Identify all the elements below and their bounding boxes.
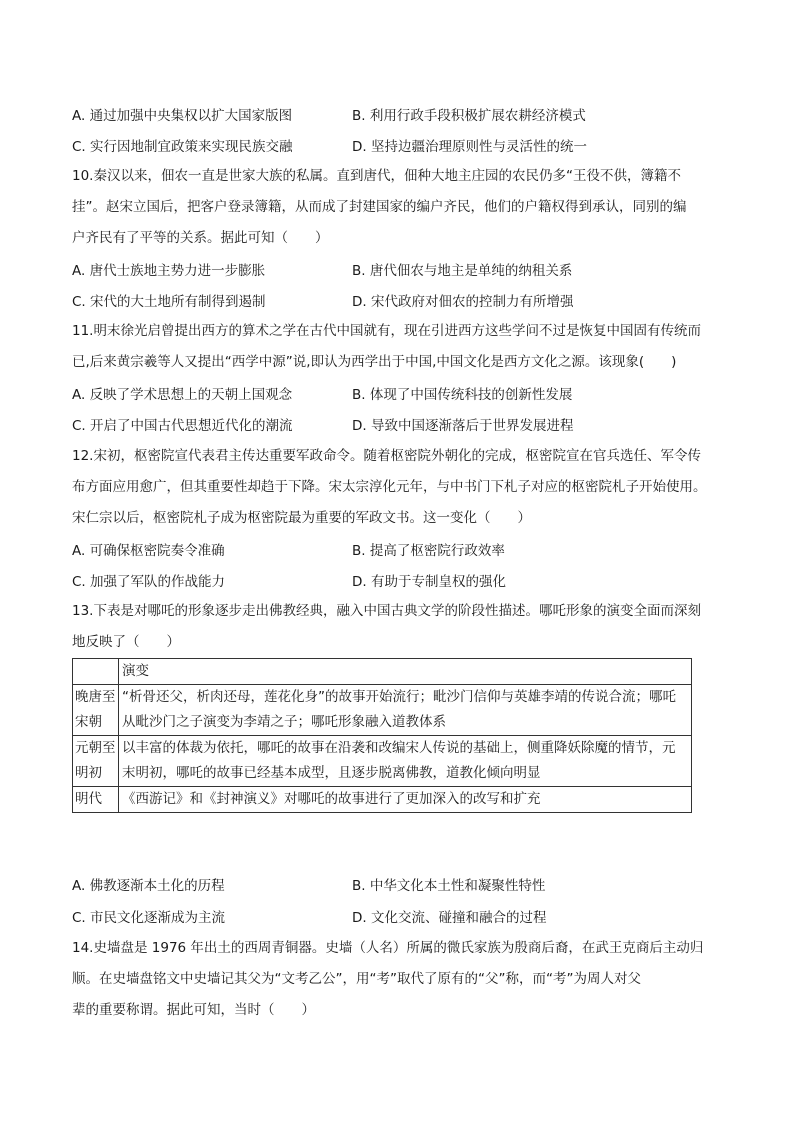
- table-row: [73, 685, 692, 736]
- q12-option-c: C. 加强了军队的作战能力: [72, 574, 226, 590]
- q13-option-c: C. 市民文化逐渐成为主流: [72, 910, 226, 926]
- q12-option-b: B. 提高了枢密院行政效率: [352, 543, 505, 559]
- q13-option-d: D. 文化交流、碰撞和融合的过程: [352, 910, 547, 926]
- q12-stem-line-2: 布方面应用愈广，但其重要性却趋于下降。宋太宗淳化元年，与中书门下札子对应的枢密院札子开始使用。: [72, 479, 707, 495]
- q13-stem-line-1: 13.下表是对哪吒的形象逐步走出佛教经典，融入中国古典文学的阶段性描述。哪吒形象的演变全面而深刻: [72, 603, 701, 619]
- q9-option-d: D. 坚持边疆治理原则性与灵活性的统一: [352, 139, 587, 155]
- q13-stem-line-2: 地反映了（ ）: [72, 634, 180, 650]
- q10-option-b: B. 唐代佃农与地主是单纯的纳租关系: [352, 263, 573, 279]
- table-period-cell: 明代: [73, 787, 119, 813]
- table-header-cell: [73, 659, 119, 685]
- q9-option-c: C. 实行因地制宜政策来实现民族交融: [72, 139, 293, 155]
- q12-option-d: D. 有助于专制皇权的强化: [352, 574, 506, 590]
- q12-option-a: A. 可确保枢密院奏令准确: [72, 543, 225, 559]
- q10-stem-line-1: 10.秦汉以来，佃农一直是世家大族的私属。直到唐代，佃种大地主庄园的农民仍多“王役不供，簿籍不: [72, 168, 681, 184]
- q11-option-a: A. 反映了学术思想上的天朝上国观念: [72, 387, 293, 403]
- table-header-row: [73, 659, 692, 685]
- q14-stem-line-2: 顺。在史墙盘铭文中史墙记其父为“文考乙公”，用“考”取代了原有的“父”称，而“考”为周人对父: [72, 971, 641, 987]
- q10-stem-line-3: 户齐民有了平等的关系。据此可知（ ）: [72, 230, 329, 246]
- q11-option-b: B. 体现了中国传统科技的创新性发展: [352, 387, 573, 403]
- q12-stem-line-1: 12.宋初，枢密院宣代表君主传达重要军政命令。随着枢密院外朝化的完成，枢密院宣在官兵选任、军令传: [72, 448, 701, 464]
- q14-stem-line-3: 辈的重要称谓。据此可知，当时（ ）: [72, 1002, 315, 1018]
- table-row: [73, 736, 692, 787]
- q11-stem-line-1: 11.明末徐光启曾提出西方的算术之学在古代中国就有，现在引进西方这些学问不过是恢复中国固有传统而: [72, 323, 701, 339]
- q14-stem-line-1: 14.史墙盘是 1976 年出土的西周青铜器。史墙（人名）所属的微氏家族为殷商后裔，在武王克商后主动归: [72, 940, 704, 956]
- q10-option-d: D. 宋代政府对佃农的控制力有所增强: [352, 294, 574, 310]
- table-row: [73, 787, 692, 813]
- q10-stem-line-2: 挂”。赵宋立国后，把客户登录簿籍，从而成了封建国家的编户齐民，他们的户籍权得到承认，同别的编: [72, 199, 687, 215]
- q9-option-a: A. 通过加强中央集权以扩大国家版图: [72, 108, 293, 124]
- q11-option-d: D. 导致中国逐渐落后于世界发展进程: [352, 418, 574, 434]
- table-period-cell: 元朝至明初: [73, 736, 119, 787]
- table-description-cell: “析骨还父，析肉还母，莲花化身”的故事开始流行；毗沙门信仰与英雄李靖的传说合流；哪吒从毗沙门之子演变为李靖之子；哪吒形象融入道教体系: [119, 685, 692, 736]
- q13-option-b: B. 中华文化本土性和凝聚性特性: [352, 878, 546, 894]
- q12-stem-line-3: 宋仁宗以后，枢密院札子成为枢密院最为重要的军政文书。这一变化（ ）: [72, 510, 531, 526]
- naza-evolution-table: [72, 658, 692, 813]
- table-header-cell: 演变: [119, 659, 692, 685]
- q11-option-c: C. 开启了中国古代思想近代化的潮流: [72, 418, 293, 434]
- q10-option-a: A. 唐代士族地主势力进一步膨胀: [72, 263, 266, 279]
- table-period-cell: 晚唐至宋朝: [73, 685, 119, 736]
- q13-option-a: A. 佛教逐渐本土化的历程: [72, 878, 225, 894]
- q10-option-c: C. 宋代的大土地所有制得到遏制: [72, 294, 266, 310]
- table-description-cell: 《西游记》和《封神演义》对哪吒的故事进行了更加深入的改写和扩充: [119, 787, 692, 813]
- q9-option-b: B. 利用行政手段积极扩展农耕经济模式: [352, 108, 586, 124]
- table-description-cell: 以丰富的体裁为依托，哪吒的故事在沿袭和改编宋人传说的基础上，侧重降妖除魔的情节，元末明初，哪吒的故事已经基本成型，且逐步脱离佛教，道教化倾向明显: [119, 736, 692, 787]
- q11-stem-line-2: 已,后来黄宗羲等人又提出“西学中源”说,即认为西学出于中国,中国文化是西方文化之源。该现象( ): [72, 354, 677, 370]
